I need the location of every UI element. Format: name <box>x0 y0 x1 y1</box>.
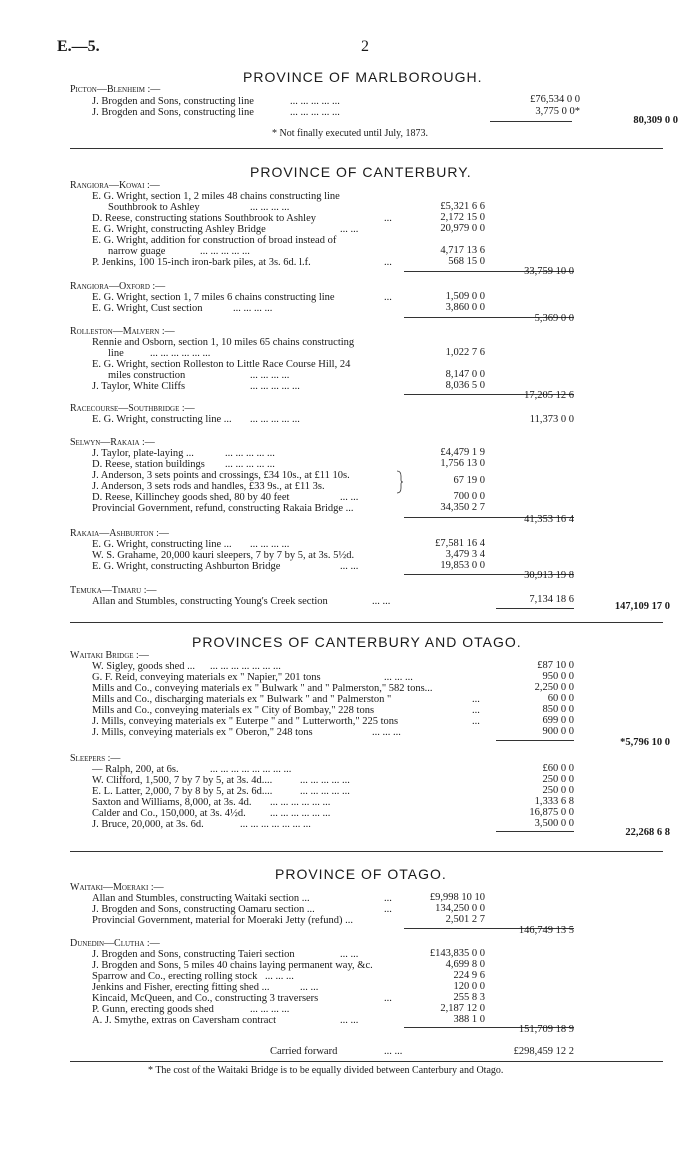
section-subtotal: 11,373 0 0 <box>529 414 574 425</box>
subtotal-rule <box>496 740 574 741</box>
section-heading: Waitaki—Moeraki :— <box>70 882 164 893</box>
subtotal-rule <box>490 121 572 122</box>
entry-amount: £87 10 0 <box>537 660 574 671</box>
entry-amount: 20,979 0 0 <box>440 223 485 234</box>
entry-text: J. Taylor, White Cliffs <box>92 381 186 392</box>
entry-text: Provincial Government, material for Moeraki Jetty (refund) ... <box>92 915 353 926</box>
leader-dots: ... ... ... ... ... ... <box>150 348 211 359</box>
section-heading: Picton—Blenheim :— <box>70 84 161 95</box>
report-code: E.—5. <box>57 38 100 55</box>
section-heading: Waitaki Bridge :— <box>70 650 149 661</box>
section-total: 22,268 6 8 <box>625 827 670 838</box>
leader-dots: ... ... ... ... ... <box>250 414 300 425</box>
entry-text: miles construction <box>108 370 186 381</box>
subtotal-rule <box>496 831 574 832</box>
entry-text: J. Anderson, 3 sets rods and handles, £33 9s., at £11 3s. <box>92 481 325 492</box>
leader-dots: ... <box>384 993 392 1004</box>
entry-text: J. Mills, conveying materials ex " Euterpe " and " Lutterworth," 225 tons <box>92 716 399 727</box>
entry-text: P. Jenkins, 100 15-inch iron-bark piles, at 3s. 6d. l.f. <box>92 257 311 268</box>
entry-text: W. Sigley, goods shed ... <box>92 661 196 672</box>
entry-text: E. G. Wright, constructing line ... <box>92 539 232 550</box>
entry-amount: 250 0 0 <box>542 785 574 796</box>
entry-amount: 2,501 2 7 <box>445 914 485 925</box>
entry-text: Saxton and Williams, 8,000, at 3s. 4d. <box>92 797 252 808</box>
entry-amount: £60 0 0 <box>542 763 574 774</box>
section-heading: Temuka—Timaru :— <box>70 585 157 596</box>
entry-amount: 4,717 13 6 <box>440 245 485 256</box>
entry-amount: 250 0 0 <box>542 774 574 785</box>
entry-amount: £4,479 1 9 <box>440 447 485 458</box>
leader-dots: ... <box>384 257 392 268</box>
entry-text: Southbrook to Ashley <box>108 202 200 213</box>
entry-amount: 1,333 6 8 <box>534 796 574 807</box>
leader-dots: ... ... <box>340 1015 359 1026</box>
entry-amount: 255 8 3 <box>453 992 485 1003</box>
section-heading: Rangiora—Oxford :— <box>70 281 166 292</box>
entry-text: Mills and Co., discharging materials ex " Bulwark " and " Palmerston " <box>92 694 392 705</box>
leader-dots: ... ... ... <box>384 672 413 683</box>
leader-dots: ... ... <box>340 224 359 235</box>
leader-dots: ... ... ... ... ... <box>200 246 250 257</box>
entry-text: J. Brogden and Sons, 5 miles 40 chains laying permanent way, &c. <box>92 960 373 971</box>
entry-text: W. Clifford, 1,500, 7 by 7 by 5, at 3s. 4d.... <box>92 775 273 786</box>
leader-dots: ... <box>472 705 480 716</box>
entry-text: J. Brogden and Sons, constructing Taieri section <box>92 949 295 960</box>
entry-text: J. Mills, conveying materials ex " Oberon," 248 tons <box>92 727 313 738</box>
leader-dots: ... ... <box>384 1046 403 1057</box>
leader-dots: ... ... ... ... ... <box>300 775 350 786</box>
entry-amount: 3,500 0 0 <box>534 818 574 829</box>
leader-dots: ... ... ... <box>372 727 401 738</box>
entry-amount: 67 19 0 <box>453 475 485 486</box>
section-subtotal: 30,913 19 8 <box>524 570 574 581</box>
entry-amount: 850 0 0 <box>542 704 574 715</box>
section-subtotal: 151,709 18 9 <box>518 1024 574 1035</box>
leader-dots: ... <box>384 904 392 915</box>
section-heading: Selwyn—Rakaia :— <box>70 437 155 448</box>
leader-dots: ... ... ... ... ... ... ... ... <box>210 764 292 775</box>
entry-text: Sparrow and Co., erecting rolling stock <box>92 971 258 982</box>
leader-dots: ... <box>472 716 480 727</box>
province-title-canterbury-otago: PROVINCES OF CANTERBURY AND OTAGO. <box>192 634 522 650</box>
entry-amount: 16,875 0 0 <box>529 807 574 818</box>
entry-text: A. J. Smythe, extras on Caversham contract <box>92 1015 276 1026</box>
section-heading: Rolleston—Malvern :— <box>70 326 175 337</box>
entry-text: D. Reese, Killinchey goods shed, 80 by 40 feet <box>92 492 290 503</box>
entry-amount: 2,250 0 0 <box>534 682 574 693</box>
entry-amount: 19,853 0 0 <box>440 560 485 571</box>
entry-amount: 1,756 13 0 <box>440 458 485 469</box>
entry-amount: 950 0 0 <box>542 671 574 682</box>
entry-text: E. G. Wright, Cust section <box>92 303 203 314</box>
entry-text: Mills and Co., conveying materials ex " Bulwark " and " Palmerston," 582 tons... <box>92 683 433 694</box>
entry-amount: 34,350 2 7 <box>440 502 485 513</box>
entry-text: J. Bruce, 20,000, at 3s. 6d. <box>92 819 204 830</box>
entry-amount: £7,581 16 4 <box>435 538 485 549</box>
leader-dots: ... ... <box>300 982 319 993</box>
entry-text: E. G. Wright, section Rolleston to Little Race Course Hill, 24 <box>92 359 351 370</box>
entry-text: J. Taylor, plate-laying ... <box>92 448 194 459</box>
province-title-marlborough: PROVINCE OF MARLBOROUGH. <box>243 69 483 85</box>
leader-dots: ... ... ... ... ... ... <box>270 808 331 819</box>
entry-text: D. Reese, constructing stations Southbrook to Ashley <box>92 213 316 224</box>
leader-dots: ... ... ... ... <box>233 303 273 314</box>
entry-text: G. F. Reid, conveying materials ex " Napier," 201 tons <box>92 672 321 683</box>
section-heading: Dunedin—Clutha :— <box>70 938 160 949</box>
entry-text: narrow guage <box>108 246 166 257</box>
leader-dots: ... ... ... ... ... <box>225 459 275 470</box>
entry-amount: 388 1 0 <box>453 1014 485 1025</box>
section-subtotal: 5,369 0 0 <box>534 313 574 324</box>
entry-amount: 1,022 7 6 <box>445 347 485 358</box>
section-heading: Rakaia—Ashburton :— <box>70 528 169 539</box>
divider <box>70 1061 663 1062</box>
entry-amount: 120 0 0 <box>453 981 485 992</box>
section-subtotal: 146,749 13 5 <box>518 925 574 936</box>
province-total: 147,109 17 0 <box>614 601 670 612</box>
carried-forward-amount: £298,459 12 2 <box>513 1046 574 1057</box>
entry-amount: £5,321 6 6 <box>440 201 485 212</box>
section-total: *5,796 10 0 <box>620 737 670 748</box>
section-subtotal: 17,205 12 6 <box>524 390 574 401</box>
entry-text: Mills and Co., conveying materials ex " City of Bombay," 228 tons <box>92 705 375 716</box>
leader-dots: ... ... ... ... <box>250 202 290 213</box>
leader-dots: ... ... ... ... ... <box>300 786 350 797</box>
leader-dots: ... <box>384 893 392 904</box>
entry-text: Jenkins and Fisher, erecting fitting shed ... <box>92 982 270 993</box>
entry-amount: 2,172 15 0 <box>440 212 485 223</box>
entry-amount: 134,250 0 0 <box>435 903 485 914</box>
entry-amount: 3,775 0 0* <box>535 106 580 117</box>
entry-text: line <box>108 348 124 359</box>
entry-text: Provincial Government, refund, constructing Rakaia Bridge ... <box>92 503 354 514</box>
entry-text: E. G. Wright, constructing line ... <box>92 414 232 425</box>
entry-text: Rennie and Osborn, section 1, 10 miles 65 chains constructing <box>92 337 355 348</box>
leader-dots: ... ... ... <box>265 971 294 982</box>
entry-text: Calder and Co., 150,000, at 3s. 4½d. <box>92 808 246 819</box>
entry-text: E. G. Wright, constructing Ashburton Bridge <box>92 561 281 572</box>
leader-dots: ... ... ... ... ... <box>250 381 300 392</box>
entry-text: P. Gunn, erecting goods shed <box>92 1004 214 1015</box>
section-subtotal: 7,134 18 6 <box>529 594 574 605</box>
page-number: 2 <box>361 38 369 55</box>
section-heading: Rangiora—Kowai :— <box>70 180 160 191</box>
leader-dots: ... ... ... ... <box>250 539 290 550</box>
leader-dots: ... <box>384 292 392 303</box>
entry-amount: 224 9 6 <box>453 970 485 981</box>
divider <box>70 622 663 623</box>
leader-dots: ... ... ... ... <box>250 1004 290 1015</box>
entry-text: — Ralph, 200, at 6s. <box>92 764 179 775</box>
divider <box>70 851 663 852</box>
entry-text: E. G. Wright, section 1, 2 miles 48 chains constructing line <box>92 191 340 202</box>
entry-amount: 900 0 0 <box>542 726 574 737</box>
entry-amount: 3,479 3 4 <box>445 549 485 560</box>
entry-amount: 8,036 5 0 <box>445 380 485 391</box>
leader-dots: ... ... ... ... ... <box>225 448 275 459</box>
entry-text: Allan and Stumbles, constructing Waitaki section ... <box>92 893 310 904</box>
leader-dots: ... ... ... ... ... <box>290 107 340 118</box>
entry-text: Allan and Stumbles, constructing Young's Creek section <box>92 596 328 607</box>
leader-dots: ... ... <box>372 596 391 607</box>
carried-forward-label: Carried forward <box>270 1046 338 1057</box>
divider <box>70 148 663 149</box>
leader-dots: ... ... <box>340 492 359 503</box>
entry-text: J. Brogden and Sons, constructing line <box>92 107 254 118</box>
leader-dots: ... ... ... ... ... ... ... <box>240 819 311 830</box>
province-total: 80,309 0 0 <box>633 115 678 126</box>
entry-text: J. Brogden and Sons, constructing line <box>92 96 254 107</box>
leader-dots: ... <box>472 694 480 705</box>
entry-text: Kincaid, McQueen, and Co., constructing 3 traversers <box>92 993 319 1004</box>
entry-amount: 699 0 0 <box>542 715 574 726</box>
entry-text: J. Anderson, 3 sets points and crossings, £34 10s., at £11 10s. <box>92 470 350 481</box>
entry-amount: £143,835 0 0 <box>429 948 485 959</box>
entry-amount: 1,509 0 0 <box>445 291 485 302</box>
entry-amount: 568 15 0 <box>448 256 485 267</box>
footnote: * Not finally executed until July, 1873. <box>272 128 428 139</box>
entry-text: E. G. Wright, constructing Ashley Bridge <box>92 224 266 235</box>
entry-text: E. G. Wright, addition for construction of broad instead of <box>92 235 337 246</box>
entry-text: D. Reese, station buildings <box>92 459 205 470</box>
entry-amount: 8,147 0 0 <box>445 369 485 380</box>
footnote: * The cost of the Waitaki Bridge is to be equally divided between Canterbury and Otago. <box>148 1065 504 1076</box>
section-subtotal: 41,353 16 4 <box>524 514 574 525</box>
entry-amount: 2,187 12 0 <box>440 1003 485 1014</box>
entry-amount: 700 0 0 <box>453 491 485 502</box>
leader-dots: ... ... <box>340 949 359 960</box>
section-heading: Sleepers :— <box>70 753 121 764</box>
entry-text: E. G. Wright, section 1, 7 miles 6 chains constructing line <box>92 292 335 303</box>
leader-dots: ... <box>384 213 392 224</box>
entry-amount: 4,699 8 0 <box>445 959 485 970</box>
leader-dots: ... ... ... ... ... ... ... <box>210 661 281 672</box>
province-title-otago: PROVINCE OF OTAGO. <box>275 866 447 882</box>
province-title-canterbury: PROVINCE OF CANTERBURY. <box>250 164 472 180</box>
entry-amount: 3,860 0 0 <box>445 302 485 313</box>
entry-amount: £76,534 0 0 <box>530 94 580 105</box>
entry-amount: £9,998 10 10 <box>429 892 485 903</box>
leader-dots: ... ... ... ... <box>250 370 290 381</box>
entry-text: J. Brogden and Sons, constructing Oamaru section ... <box>92 904 315 915</box>
leader-dots: ... ... ... ... ... <box>290 96 340 107</box>
section-subtotal: 33,759 10 0 <box>524 266 574 277</box>
entry-amount: 60 0 0 <box>547 693 574 704</box>
leader-dots: ... ... <box>340 561 359 572</box>
leader-dots: ... ... ... ... ... ... <box>270 797 331 808</box>
entry-text: E. L. Latter, 2,000, 7 by 8 by 5, at 2s. 6d.... <box>92 786 273 797</box>
section-heading: Racecourse—Southbridge :— <box>70 403 195 414</box>
subtotal-rule <box>496 608 574 609</box>
entry-text: W. S. Grahame, 20,000 kauri sleepers, 7 by 7 by 5, at 3s. 5½d. <box>92 550 355 561</box>
